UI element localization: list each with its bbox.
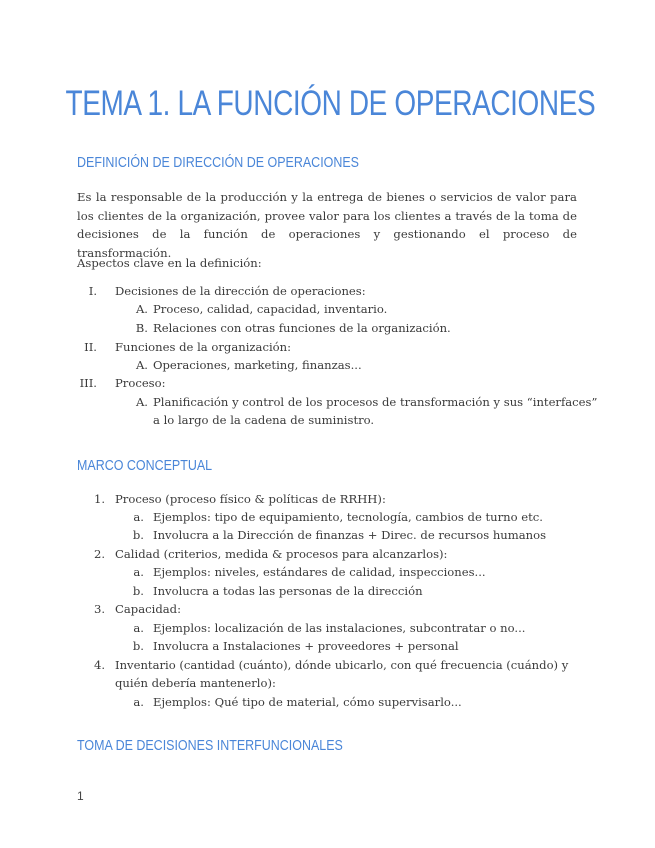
list-marker: b. <box>132 584 144 598</box>
list-text: Involucra a la Dirección de finanzas + Direc. de recursos humanos <box>153 528 547 542</box>
list-text: Ejemplos: Qué tipo de material, cómo supervisarlo... <box>153 695 462 709</box>
list-text: Funciones de la organización: <box>115 340 292 354</box>
list-text: Inventario (cantidad (cuánto), dónde ubicarlo, con qué frecuencia (cuándo) y <box>115 658 569 672</box>
list-text: Planificación y control de los procesos de transformación y sus “interfaces” <box>153 395 598 409</box>
list-marker: 2. <box>93 547 105 561</box>
list-marker: a. <box>133 565 144 579</box>
list-text: quién debería mantenerlo): <box>115 676 276 690</box>
list-marker: 1. <box>93 492 105 506</box>
list-marker: B. <box>135 321 148 335</box>
list-text: Proceso, calidad, capacidad, inventario. <box>153 302 388 316</box>
list-text: Calidad (criterios, medida & procesos para alcanzarlos): <box>115 547 448 561</box>
list-marker: b. <box>132 639 144 653</box>
list-text: Ejemplos: tipo de equipamiento, tecnología, cambios de turno etc. <box>153 510 543 524</box>
section-heading-toma: TOMA DE DECISIONES INTERFUNCIONALES <box>77 738 343 754</box>
section-heading-definicion: DEFINICIÓN DE DIRECCIÓN DE OPERACIONES <box>77 155 359 171</box>
list-marker: a. <box>133 510 144 524</box>
list-text: Decisiones de la dirección de operaciones: <box>115 284 366 298</box>
list-marker: II. <box>84 340 97 354</box>
list-marker: b. <box>132 528 144 542</box>
list-marker: a. <box>133 621 144 635</box>
list-marker: a. <box>133 695 144 709</box>
section-heading-marco: MARCO CONCEPTUAL <box>77 458 213 474</box>
definition-paragraph: Es la responsable de la producción y la entrega de bienes o servicios de valor para los clientes de la organización, provee valor para los clientes a través de la toma de decisiones de la función de operaciones y gestionando el proceso de transformación. <box>77 190 577 260</box>
list-marker: A. <box>135 395 148 409</box>
list-text: Ejemplos: localización de las instalaciones, subcontratar o no... <box>153 621 526 635</box>
list-text: Capacidad: <box>115 602 181 616</box>
list-text: Involucra a todas las personas de la dirección <box>153 584 423 598</box>
list-marker: A. <box>135 358 148 372</box>
list-text: Proceso (proceso físico & políticas de RRHH): <box>115 492 386 506</box>
list-text: a lo largo de la cadena de suministro. <box>153 413 375 427</box>
list-text: Relaciones con otras funciones de la organización. <box>153 321 451 335</box>
list-marker: A. <box>135 302 148 316</box>
list-text: Proceso: <box>115 376 166 390</box>
page-number: 1 <box>77 789 84 803</box>
aspects-intro: Aspectos clave en la definición: <box>77 256 262 270</box>
list-marker: 3. <box>93 602 105 616</box>
list-marker: III. <box>79 376 97 390</box>
list-text: Operaciones, marketing, finanzas... <box>153 358 362 372</box>
list-text: Involucra a Instalaciones + proveedores + personal <box>153 639 459 653</box>
page-title: TEMA 1. LA FUNCIÓN DE OPERACIONES <box>65 84 596 123</box>
list-text: Ejemplos: niveles, estándares de calidad, inspecciones... <box>153 565 486 579</box>
list-marker: I. <box>88 284 97 298</box>
list-marker: 4. <box>93 658 105 672</box>
